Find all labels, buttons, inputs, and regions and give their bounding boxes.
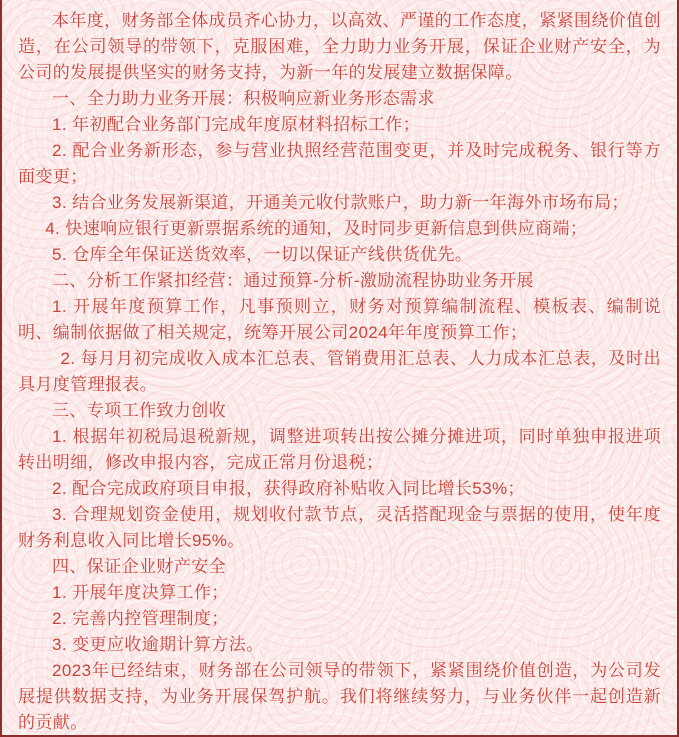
- section-2-item-2: 2. 每月月初完成收入成本汇总表、管销费用汇总表、人力成本汇总表，及时出具月度管理报表。: [18, 349, 661, 394]
- section-1-item-3: 3. 结合业务发展新渠道，开通美元收付款账户，助力新一年海外市场布局；: [52, 193, 629, 212]
- section-1-item-4: 4. 快速响应银行更新票据系统的通知，及时同步更新信息到供应商端；: [45, 219, 588, 238]
- section-3-item-1: 1. 根据年初税局退税新规，调整进项转出按公摊分摊进项，同时单独申报进项转出明细，修改申报内容，完成正常月份退税；: [18, 427, 661, 472]
- section-4-heading: 四、保证企业财产安全: [52, 557, 226, 576]
- section-4-item-1: 1. 开展年度决算工作；: [52, 583, 229, 602]
- section-1-heading: 一、全力助力业务开展：积极响应新业务形态需求: [52, 89, 435, 108]
- section-1-item-2: 2. 配合业务新形态，参与营业执照经营范围变更，并及时完成税务、银行等方面变更；: [18, 141, 661, 186]
- section-1-item-5: 5. 仓库全年保证送货效率，一切以保证产线供货优先。: [52, 245, 473, 264]
- section-4-item-2: 2. 完善内控管理制度；: [52, 609, 229, 628]
- section-1-item-1: 1. 年初配合业务部门完成年度原材料招标工作；: [52, 115, 421, 134]
- section-3-heading: 三、专项工作致力创收: [52, 401, 226, 420]
- section-2-item-1: 1. 开展年度预算工作，凡事预则立，财务对预算编制流程、模板表、编制说明、编制依据做了相关规定，统筹开展公司2024年年度预算工作；: [18, 297, 661, 342]
- intro-paragraph: 本年度，财务部全体成员齐心协力，以高效、严谨的工作态度，紧紧围绕价值创造，在公司领导的带领下，克服困难，全力助力业务开展，保证企业财产安全，为公司的发展提供坚实的财务支持，为新一年的发展建立数据保障。: [18, 11, 661, 82]
- section-3-item-3: 3. 合理规划资金使用，规划收付款节点，灵活搭配现金与票据的使用，使年度财务利息收入同比增长95%。: [18, 505, 661, 550]
- section-3-item-2: 2. 配合完成政府项目申报，获得政府补贴收入同比增长53%；: [52, 479, 525, 498]
- section-4-item-3: 3. 变更应收逾期计算方法。: [52, 635, 264, 654]
- section-2-heading: 二、分析工作紧扣经营：通过预算-分析-激励流程协助业务开展: [52, 271, 534, 290]
- closing-paragraph: 2023年已经结束，财务部在公司领导的带领下，紧紧围绕价值创造，为公司发展提供数据支持，为业务开展保驾护航。我们将继续努力，与业务伙伴一起创造新的贡献。: [18, 661, 661, 732]
